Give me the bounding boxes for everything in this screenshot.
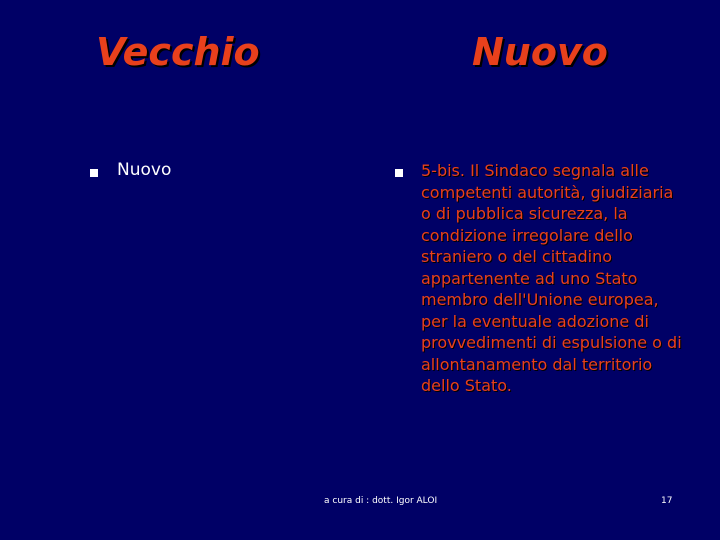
bullet-square-icon	[395, 169, 403, 177]
page-number: 17	[661, 496, 673, 506]
title-vecchio: Vecchio	[96, 30, 260, 74]
right-bullet-text: 5-bis. Il Sindaco segnala alle competenti autorità, giudiziaria o di pubblica sicurezza, la condizione irregolare dello straniero o del cittadino appartenente ad uno Stato membro dell'Unione europea, per la eventuale adozione di provvedimenti di espulsione o di allontanamento dal territorio dello Stato.	[421, 161, 682, 395]
title-nuovo: Nuovo	[472, 30, 608, 74]
footer-author: a cura di : dott. Igor ALOI	[324, 496, 438, 506]
left-bullet-text: Nuovo	[117, 160, 172, 180]
bullet-square-icon	[90, 169, 98, 177]
